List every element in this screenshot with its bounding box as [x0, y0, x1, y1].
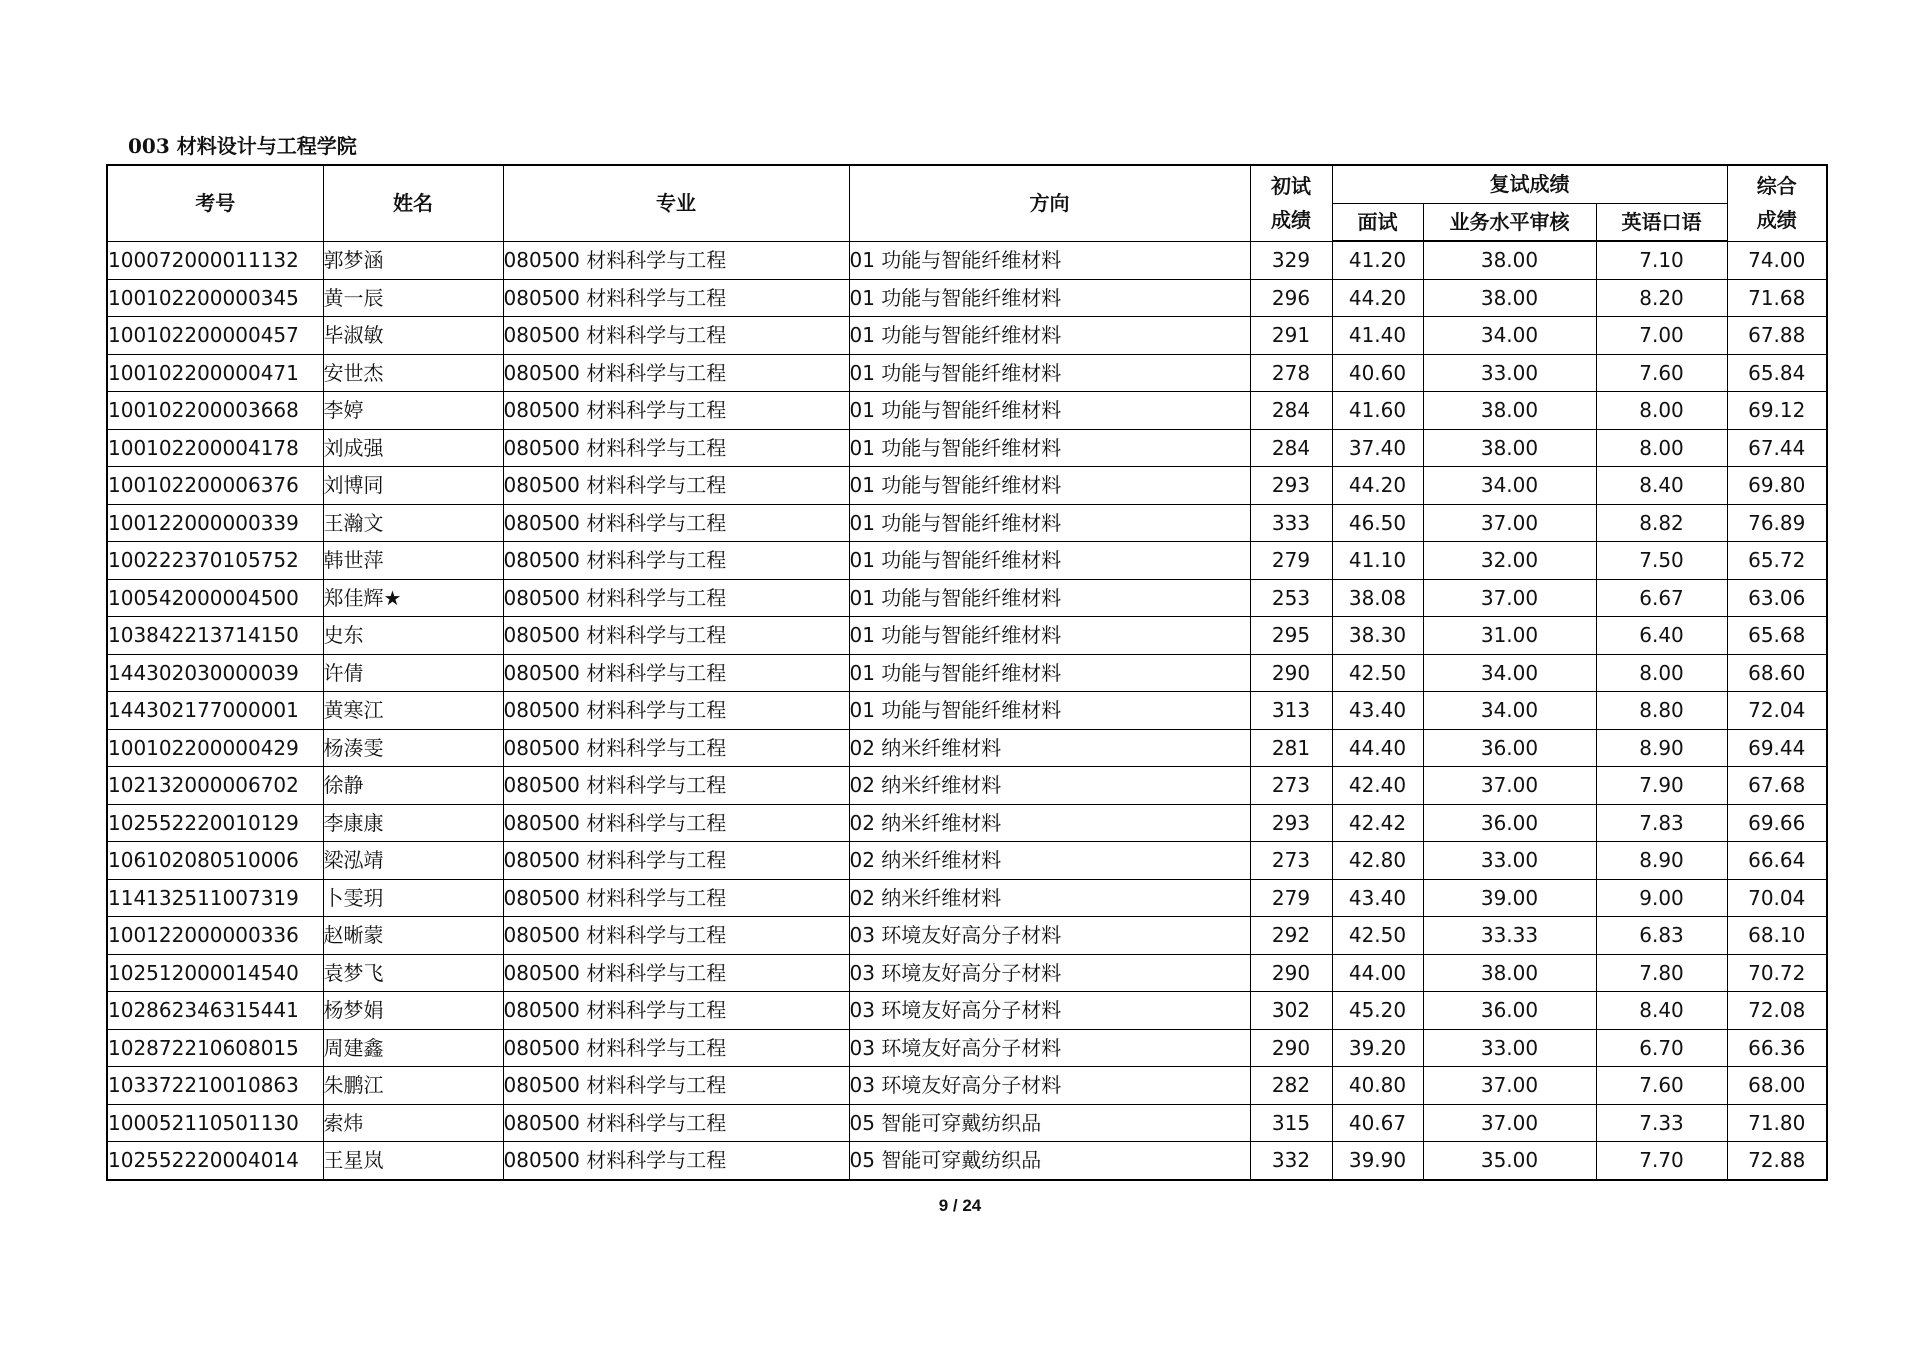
- cell-total-score: 68.60: [1727, 654, 1827, 692]
- table-row: [107, 579, 1827, 617]
- cell-total-score: 66.36: [1727, 1029, 1827, 1067]
- cell-major: 080500 材料科学与工程: [503, 1029, 849, 1067]
- cell-total-score: 66.64: [1727, 842, 1827, 880]
- cell-interview: 42.50: [1332, 917, 1423, 955]
- cell-major: 080500 材料科学与工程: [503, 354, 849, 392]
- cell-interview: 44.00: [1332, 954, 1423, 992]
- cell-prelim-score: 293: [1250, 804, 1332, 842]
- cell-prelim-score: 279: [1250, 542, 1332, 580]
- cell-major: 080500 材料科学与工程: [503, 917, 849, 955]
- cell-english-oral: 7.80: [1596, 954, 1727, 992]
- cell-interview: 42.40: [1332, 767, 1423, 805]
- section-title: 003 材料设计与工程学院: [128, 134, 357, 158]
- header-total-score: [1727, 165, 1827, 241]
- cell-prelim-score: 290: [1250, 654, 1332, 692]
- cell-interview: 39.90: [1332, 1142, 1423, 1180]
- cell-name: 刘成强: [323, 429, 503, 467]
- cell-direction: 02 纳米纤维材料: [849, 767, 1250, 805]
- cell-major: 080500 材料科学与工程: [503, 879, 849, 917]
- cell-business-review: 33.00: [1423, 1029, 1596, 1067]
- cell-name: 郑佳辉★: [323, 579, 503, 617]
- cell-business-review: 34.00: [1423, 654, 1596, 692]
- table-row: [107, 992, 1827, 1030]
- cell-interview: 41.60: [1332, 392, 1423, 430]
- cell-english-oral: 8.00: [1596, 429, 1727, 467]
- cell-name: 韩世萍: [323, 542, 503, 580]
- cell-name: 许倩: [323, 654, 503, 692]
- cell-exam-no: 100102200000345: [107, 279, 323, 317]
- cell-english-oral: 6.40: [1596, 617, 1727, 655]
- table-row: [107, 542, 1827, 580]
- cell-major: 080500 材料科学与工程: [503, 617, 849, 655]
- cell-interview: 39.20: [1332, 1029, 1423, 1067]
- table-row: [107, 279, 1827, 317]
- cell-prelim-score: 282: [1250, 1067, 1332, 1105]
- table-row: [107, 429, 1827, 467]
- cell-name: 黄一辰: [323, 279, 503, 317]
- cell-name: 赵晰蒙: [323, 917, 503, 955]
- table-row: [107, 917, 1827, 955]
- table-row: [107, 317, 1827, 355]
- cell-english-oral: 7.00: [1596, 317, 1727, 355]
- cell-total-score: 69.80: [1727, 467, 1827, 505]
- cell-total-score: 65.72: [1727, 542, 1827, 580]
- cell-direction: 01 功能与智能纤维材料: [849, 317, 1250, 355]
- cell-name: 袁梦飞: [323, 954, 503, 992]
- cell-total-score: 65.68: [1727, 617, 1827, 655]
- cell-business-review: 33.00: [1423, 842, 1596, 880]
- table-row: [107, 804, 1827, 842]
- cell-exam-no: 100102200006376: [107, 467, 323, 505]
- cell-major: 080500 材料科学与工程: [503, 992, 849, 1030]
- header-interview: 面试: [1332, 203, 1423, 241]
- cell-exam-no: 100102200000457: [107, 317, 323, 355]
- cell-direction: 03 环境友好高分子材料: [849, 954, 1250, 992]
- cell-major: 080500 材料科学与工程: [503, 804, 849, 842]
- cell-interview: 45.20: [1332, 992, 1423, 1030]
- cell-total-score: 69.44: [1727, 729, 1827, 767]
- cell-english-oral: 7.10: [1596, 241, 1727, 279]
- table-row: [107, 467, 1827, 505]
- table-row: [107, 767, 1827, 805]
- cell-exam-no: 100102200004178: [107, 429, 323, 467]
- cell-business-review: 34.00: [1423, 692, 1596, 730]
- cell-prelim-score: 291: [1250, 317, 1332, 355]
- cell-business-review: 31.00: [1423, 617, 1596, 655]
- cell-direction: 02 纳米纤维材料: [849, 842, 1250, 880]
- table-row: [107, 1104, 1827, 1142]
- cell-prelim-score: 313: [1250, 692, 1332, 730]
- cell-english-oral: 8.82: [1596, 504, 1727, 542]
- cell-business-review: 37.00: [1423, 1104, 1596, 1142]
- cell-total-score: 71.68: [1727, 279, 1827, 317]
- header-prelim-score: [1250, 165, 1332, 241]
- cell-major: 080500 材料科学与工程: [503, 1142, 849, 1180]
- cell-business-review: 37.00: [1423, 1067, 1596, 1105]
- cell-direction: 03 环境友好高分子材料: [849, 992, 1250, 1030]
- cell-interview: 43.40: [1332, 879, 1423, 917]
- cell-english-oral: 6.67: [1596, 579, 1727, 617]
- cell-total-score: 67.44: [1727, 429, 1827, 467]
- cell-total-score: 72.88: [1727, 1142, 1827, 1180]
- cell-interview: 44.40: [1332, 729, 1423, 767]
- cell-business-review: 33.33: [1423, 917, 1596, 955]
- cell-exam-no: 100102200000471: [107, 354, 323, 392]
- cell-major: 080500 材料科学与工程: [503, 504, 849, 542]
- cell-major: 080500 材料科学与工程: [503, 1067, 849, 1105]
- cell-interview: 41.10: [1332, 542, 1423, 580]
- cell-prelim-score: 292: [1250, 917, 1332, 955]
- table-row: [107, 692, 1827, 730]
- cell-name: 安世杰: [323, 354, 503, 392]
- cell-major: 080500 材料科学与工程: [503, 767, 849, 805]
- cell-interview: 42.80: [1332, 842, 1423, 880]
- cell-interview: 42.50: [1332, 654, 1423, 692]
- cell-direction: 02 纳米纤维材料: [849, 729, 1250, 767]
- cell-total-score: 63.06: [1727, 579, 1827, 617]
- table-row: [107, 392, 1827, 430]
- cell-name: 刘博同: [323, 467, 503, 505]
- cell-major: 080500 材料科学与工程: [503, 954, 849, 992]
- cell-prelim-score: 290: [1250, 1029, 1332, 1067]
- header-exam-no: 考号: [107, 165, 323, 241]
- cell-interview: 40.60: [1332, 354, 1423, 392]
- cell-exam-no: 100072000011132: [107, 241, 323, 279]
- cell-business-review: 38.00: [1423, 954, 1596, 992]
- cell-major: 080500 材料科学与工程: [503, 241, 849, 279]
- cell-prelim-score: 333: [1250, 504, 1332, 542]
- cell-name: 徐静: [323, 767, 503, 805]
- cell-english-oral: 6.83: [1596, 917, 1727, 955]
- cell-interview: 42.42: [1332, 804, 1423, 842]
- table-row: [107, 1142, 1827, 1180]
- cell-total-score: 71.80: [1727, 1104, 1827, 1142]
- cell-total-score: 67.88: [1727, 317, 1827, 355]
- cell-interview: 46.50: [1332, 504, 1423, 542]
- cell-name: 李婷: [323, 392, 503, 430]
- cell-exam-no: 114132511007319: [107, 879, 323, 917]
- cell-direction: 01 功能与智能纤维材料: [849, 579, 1250, 617]
- cell-exam-no: 106102080510006: [107, 842, 323, 880]
- cell-prelim-score: 332: [1250, 1142, 1332, 1180]
- table-row: [107, 617, 1827, 655]
- cell-prelim-score: 273: [1250, 767, 1332, 805]
- cell-major: 080500 材料科学与工程: [503, 729, 849, 767]
- cell-business-review: 38.00: [1423, 279, 1596, 317]
- cell-prelim-score: 315: [1250, 1104, 1332, 1142]
- cell-name: 王星岚: [323, 1142, 503, 1180]
- header-business-review: 业务水平审核: [1423, 203, 1596, 241]
- cell-business-review: 37.00: [1423, 504, 1596, 542]
- cell-business-review: 33.00: [1423, 354, 1596, 392]
- cell-prelim-score: 290: [1250, 954, 1332, 992]
- cell-english-oral: 6.70: [1596, 1029, 1727, 1067]
- cell-business-review: 36.00: [1423, 992, 1596, 1030]
- cell-exam-no: 103842213714150: [107, 617, 323, 655]
- cell-english-oral: 7.70: [1596, 1142, 1727, 1180]
- cell-total-score: 67.68: [1727, 767, 1827, 805]
- cell-name: 史东: [323, 617, 503, 655]
- header-prelim-line1: 初试: [1271, 174, 1311, 199]
- cell-name: 卜雯玥: [323, 879, 503, 917]
- table-row: [107, 879, 1827, 917]
- cell-english-oral: 8.20: [1596, 279, 1727, 317]
- cell-exam-no: 100122000000339: [107, 504, 323, 542]
- cell-exam-no: 100222370105752: [107, 542, 323, 580]
- cell-major: 080500 材料科学与工程: [503, 579, 849, 617]
- cell-major: 080500 材料科学与工程: [503, 429, 849, 467]
- cell-total-score: 65.84: [1727, 354, 1827, 392]
- cell-name: 杨梦娟: [323, 992, 503, 1030]
- cell-prelim-score: 278: [1250, 354, 1332, 392]
- cell-major: 080500 材料科学与工程: [503, 392, 849, 430]
- cell-direction: 01 功能与智能纤维材料: [849, 692, 1250, 730]
- cell-name: 郭梦涵: [323, 241, 503, 279]
- cell-interview: 38.30: [1332, 617, 1423, 655]
- table-row: [107, 842, 1827, 880]
- cell-exam-no: 100542000004500: [107, 579, 323, 617]
- cell-total-score: 76.89: [1727, 504, 1827, 542]
- cell-interview: 44.20: [1332, 467, 1423, 505]
- cell-direction: 01 功能与智能纤维材料: [849, 542, 1250, 580]
- cell-major: 080500 材料科学与工程: [503, 692, 849, 730]
- cell-direction: 01 功能与智能纤维材料: [849, 617, 1250, 655]
- header-prelim-line2: 成绩: [1271, 208, 1311, 233]
- cell-prelim-score: 284: [1250, 429, 1332, 467]
- cell-direction: 03 环境友好高分子材料: [849, 1029, 1250, 1067]
- header-english-oral: 英语口语: [1596, 203, 1727, 241]
- cell-total-score: 69.12: [1727, 392, 1827, 430]
- cell-prelim-score: 329: [1250, 241, 1332, 279]
- cell-exam-no: 100102200000429: [107, 729, 323, 767]
- cell-name: 王瀚文: [323, 504, 503, 542]
- cell-prelim-score: 302: [1250, 992, 1332, 1030]
- table-header: [107, 165, 1827, 241]
- cell-interview: 40.67: [1332, 1104, 1423, 1142]
- cell-direction: 01 功能与智能纤维材料: [849, 279, 1250, 317]
- cell-prelim-score: 279: [1250, 879, 1332, 917]
- cell-english-oral: 7.50: [1596, 542, 1727, 580]
- cell-direction: 02 纳米纤维材料: [849, 804, 1250, 842]
- cell-interview: 40.80: [1332, 1067, 1423, 1105]
- cell-major: 080500 材料科学与工程: [503, 842, 849, 880]
- cell-direction: 01 功能与智能纤维材料: [849, 241, 1250, 279]
- cell-major: 080500 材料科学与工程: [503, 279, 849, 317]
- cell-name: 黄寒江: [323, 692, 503, 730]
- cell-interview: 41.20: [1332, 241, 1423, 279]
- cell-prelim-score: 296: [1250, 279, 1332, 317]
- cell-direction: 05 智能可穿戴纺织品: [849, 1104, 1250, 1142]
- cell-english-oral: 8.40: [1596, 467, 1727, 505]
- cell-total-score: 69.66: [1727, 804, 1827, 842]
- cell-business-review: 36.00: [1423, 729, 1596, 767]
- cell-exam-no: 102512000014540: [107, 954, 323, 992]
- cell-exam-no: 102132000006702: [107, 767, 323, 805]
- cell-name: 杨湊雯: [323, 729, 503, 767]
- cell-business-review: 32.00: [1423, 542, 1596, 580]
- table-row: [107, 1067, 1827, 1105]
- cell-interview: 37.40: [1332, 429, 1423, 467]
- cell-exam-no: 103372210010863: [107, 1067, 323, 1105]
- cell-major: 080500 材料科学与工程: [503, 467, 849, 505]
- cell-prelim-score: 281: [1250, 729, 1332, 767]
- cell-business-review: 38.00: [1423, 392, 1596, 430]
- cell-business-review: 37.00: [1423, 579, 1596, 617]
- cell-english-oral: 8.00: [1596, 654, 1727, 692]
- cell-prelim-score: 273: [1250, 842, 1332, 880]
- cell-total-score: 72.08: [1727, 992, 1827, 1030]
- cell-exam-no: 102552220004014: [107, 1142, 323, 1180]
- cell-interview: 38.08: [1332, 579, 1423, 617]
- admission-scores-table: [106, 164, 1828, 1181]
- cell-name: 毕淑敏: [323, 317, 503, 355]
- cell-direction: 01 功能与智能纤维材料: [849, 354, 1250, 392]
- cell-english-oral: 9.00: [1596, 879, 1727, 917]
- cell-exam-no: 100102200003668: [107, 392, 323, 430]
- cell-direction: 03 环境友好高分子材料: [849, 1067, 1250, 1105]
- cell-total-score: 68.10: [1727, 917, 1827, 955]
- header-retest-score: 复试成绩: [1332, 165, 1727, 203]
- header-total-line2: 成绩: [1756, 208, 1797, 233]
- table-body: [107, 241, 1827, 1180]
- cell-business-review: 36.00: [1423, 804, 1596, 842]
- cell-direction: 01 功能与智能纤维材料: [849, 654, 1250, 692]
- cell-english-oral: 7.60: [1596, 1067, 1727, 1105]
- header-total-line1: 综合: [1756, 174, 1797, 199]
- cell-total-score: 74.00: [1727, 241, 1827, 279]
- cell-name: 索炜: [323, 1104, 503, 1142]
- cell-name: 朱鹏江: [323, 1067, 503, 1105]
- cell-major: 080500 材料科学与工程: [503, 654, 849, 692]
- cell-prelim-score: 253: [1250, 579, 1332, 617]
- header-name: 姓名: [323, 165, 503, 241]
- cell-business-review: 34.00: [1423, 467, 1596, 505]
- cell-prelim-score: 284: [1250, 392, 1332, 430]
- cell-prelim-score: 295: [1250, 617, 1332, 655]
- cell-english-oral: 7.83: [1596, 804, 1727, 842]
- table-row: [107, 954, 1827, 992]
- cell-major: 080500 材料科学与工程: [503, 317, 849, 355]
- cell-direction: 05 智能可穿戴纺织品: [849, 1142, 1250, 1180]
- cell-business-review: 38.00: [1423, 241, 1596, 279]
- cell-interview: 44.20: [1332, 279, 1423, 317]
- cell-business-review: 39.00: [1423, 879, 1596, 917]
- cell-direction: 01 功能与智能纤维材料: [849, 392, 1250, 430]
- cell-english-oral: 7.60: [1596, 354, 1727, 392]
- cell-total-score: 72.04: [1727, 692, 1827, 730]
- cell-business-review: 35.00: [1423, 1142, 1596, 1180]
- table-row: [107, 1029, 1827, 1067]
- cell-direction: 02 纳米纤维材料: [849, 879, 1250, 917]
- cell-english-oral: 8.90: [1596, 729, 1727, 767]
- table-row: [107, 504, 1827, 542]
- page-number: 9 / 24: [938, 1196, 982, 1215]
- cell-major: 080500 材料科学与工程: [503, 1104, 849, 1142]
- cell-english-oral: 8.80: [1596, 692, 1727, 730]
- cell-interview: 43.40: [1332, 692, 1423, 730]
- table-row: [107, 654, 1827, 692]
- cell-interview: 41.40: [1332, 317, 1423, 355]
- cell-major: 080500 材料科学与工程: [503, 542, 849, 580]
- cell-business-review: 37.00: [1423, 767, 1596, 805]
- cell-direction: 01 功能与智能纤维材料: [849, 429, 1250, 467]
- cell-direction: 01 功能与智能纤维材料: [849, 504, 1250, 542]
- cell-name: 周建鑫: [323, 1029, 503, 1067]
- cell-exam-no: 102552220010129: [107, 804, 323, 842]
- cell-english-oral: 8.00: [1596, 392, 1727, 430]
- header-direction: 方向: [849, 165, 1250, 241]
- cell-exam-no: 102862346315441: [107, 992, 323, 1030]
- cell-total-score: 68.00: [1727, 1067, 1827, 1105]
- cell-total-score: 70.04: [1727, 879, 1827, 917]
- cell-english-oral: 8.90: [1596, 842, 1727, 880]
- cell-english-oral: 7.33: [1596, 1104, 1727, 1142]
- cell-business-review: 34.00: [1423, 317, 1596, 355]
- cell-exam-no: 144302177000001: [107, 692, 323, 730]
- cell-total-score: 70.72: [1727, 954, 1827, 992]
- cell-exam-no: 100052110501130: [107, 1104, 323, 1142]
- cell-name: 梁泓靖: [323, 842, 503, 880]
- cell-english-oral: 7.90: [1596, 767, 1727, 805]
- table-row: [107, 354, 1827, 392]
- table-row: [107, 241, 1827, 279]
- cell-exam-no: 144302030000039: [107, 654, 323, 692]
- cell-exam-no: 102872210608015: [107, 1029, 323, 1067]
- cell-name: 李康康: [323, 804, 503, 842]
- header-major: 专业: [503, 165, 849, 241]
- table-row: [107, 729, 1827, 767]
- cell-direction: 03 环境友好高分子材料: [849, 917, 1250, 955]
- cell-business-review: 38.00: [1423, 429, 1596, 467]
- cell-exam-no: 100122000000336: [107, 917, 323, 955]
- cell-direction: 01 功能与智能纤维材料: [849, 467, 1250, 505]
- cell-english-oral: 8.40: [1596, 992, 1727, 1030]
- cell-prelim-score: 293: [1250, 467, 1332, 505]
